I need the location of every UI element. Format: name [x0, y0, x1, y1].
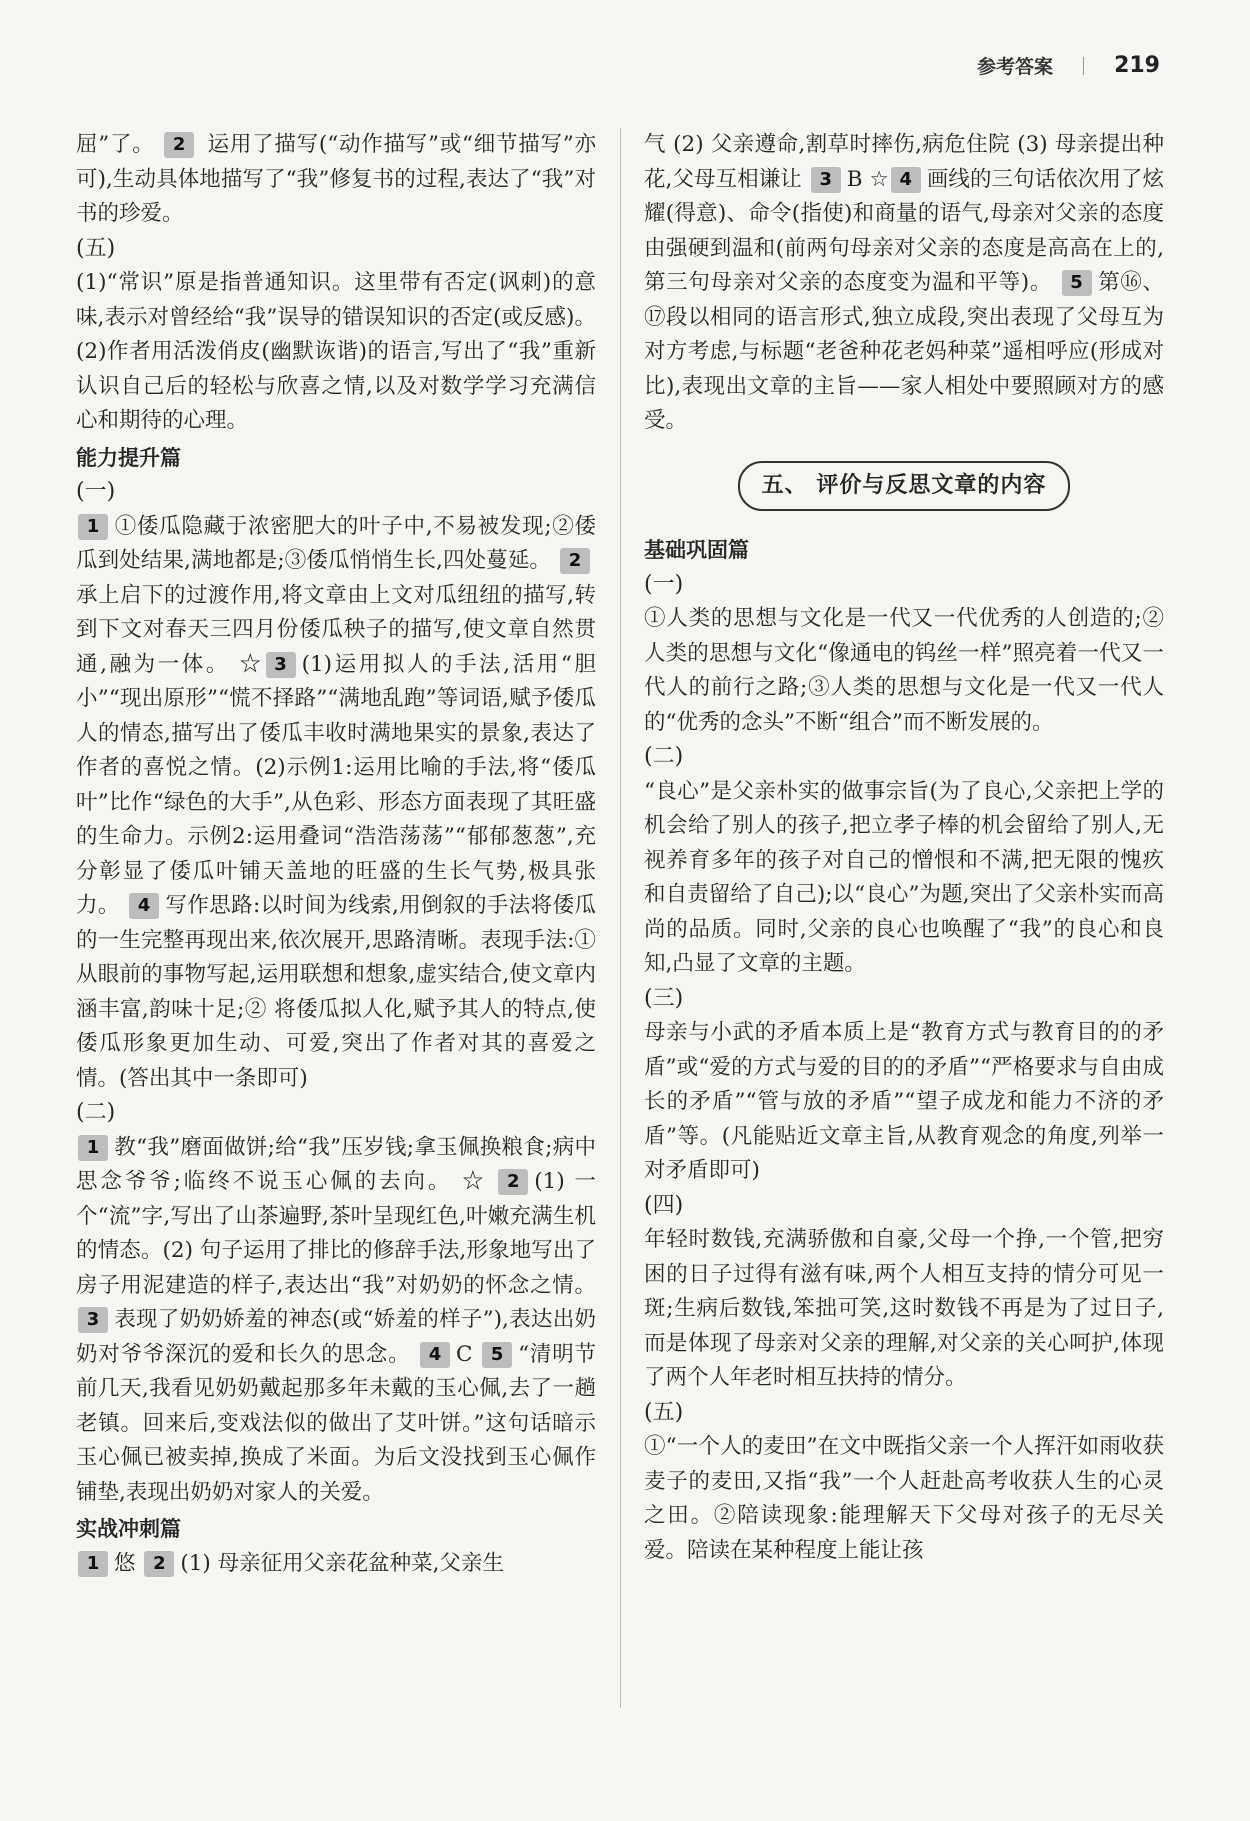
- paragraph: 母亲与小武的矛盾本质上是“教育方式与教育目的的矛盾”或“爱的方式与爱的目的的矛盾”“严格要求与自由成长的矛盾”“管与放的矛盾”“望子成龙和能力不济的矛盾”等。(凡能贴近文章主旨,从教育观念的角度,列举一对矛盾即可): [644, 1020, 1164, 1183]
- section-number: (二): [644, 744, 684, 769]
- section-number: (二): [76, 1100, 116, 1125]
- paragraph: [76, 128, 596, 232]
- question-number-badge: 5: [1062, 270, 1092, 296]
- question-number-badge: 2: [144, 1551, 174, 1577]
- text: 表现了奶奶娇羞的神态(或“娇羞的样子”),表达出奶奶对爷爷深沉的爱和长久的思念。: [76, 1307, 596, 1367]
- unit-title-text: 五、 评价与反思文章的内容: [738, 461, 1071, 512]
- star-icon: ☆: [869, 166, 889, 192]
- section-number: (五): [644, 1399, 684, 1425]
- question-number-badge: 4: [420, 1342, 450, 1368]
- unit-title: [644, 461, 1164, 512]
- header-divider: [1083, 57, 1084, 75]
- question-number-badge: 2: [164, 132, 194, 158]
- section-number: (三): [644, 985, 684, 1011]
- section-heading: 基础巩固篇: [644, 538, 749, 562]
- question-number-badge: 4: [129, 893, 159, 919]
- text: 写作思路:以时间为线索,用倒叙的手法将倭瓜的一生完整再现出来,依次展开,思路清晰。表现手法:① 从眼前的事物写起,运用联想和想象,虚实结合,使文章内涵丰富,韵味十足;② 将倭瓜拟人化,赋予其人的特点,使倭瓜形象更加生动、可爱,突出了作者对其的喜爱之情。(答出其中一条即可): [76, 893, 596, 1091]
- section-number: (一): [76, 479, 116, 504]
- text: (1)运用拟人的手法,活用“胆小”“现出原形”“慌不择路”“满地乱跑”等词语,赋予倭瓜人的情态,描写出了倭瓜丰收时满地果实的景象,表达了作者的喜悦之情。(2)示例1:运用比喻的手法,将“倭瓜叶”比作“绿色的大手”,从色彩、形态方面表现了其旺盛的生命力。示例2:运用叠词“浩浩荡荡”“郁郁葱葱”,充分彰显了倭瓜叶铺天盖地的旺盛的生长气势,极具张力。: [76, 651, 596, 918]
- question-number-badge: 2: [560, 548, 590, 574]
- page-number: 219: [1114, 53, 1160, 78]
- section-heading: 能力提升篇: [76, 445, 181, 470]
- text: 第⑯、⑰段以相同的语言形式,独立成段,突出表现了父母互为对方考虑,与标题“老爸种花老妈种菜”遥相呼应(形成对比),表现出文章的主旨——家人相处中要照顾对方的感受。: [644, 270, 1164, 433]
- paragraph: [644, 128, 1164, 439]
- left-column: [76, 128, 596, 1581]
- section-number: (四): [644, 1192, 684, 1218]
- text: “清明节前几天,我看见奶奶戴起那多年未戴的玉心佩,去了一趟老镇。回来后,变戏法似的做出了艾叶饼。”这句话暗示玉心佩已被卖掉,换成了米面。为后文没找到玉心佩作铺垫,表现出奶奶对家人的关爱。: [76, 1341, 596, 1505]
- question-number-badge: 2: [498, 1169, 528, 1195]
- text: 悠: [114, 1550, 136, 1576]
- paragraph: ①“一个人的麦田”在文中既指父亲一个人挥汗如雨收获麦子的麦田,又指“我”一个人赶赴高考收获人生的心灵之田。②陪读现象:能理解天下父母对孩子的无尽关爱。陪读在某种程度上能让孩: [644, 1434, 1164, 1563]
- text: (1) 母亲征用父亲花盆种菜,父亲生: [180, 1550, 504, 1576]
- paragraph: ①人类的思想与文化是一代又一代优秀的人创造的;②人类的思想与文化“像通电的钨丝一样”照亮着一代又一代人的前行之路;③人类的思想与文化是一代又一代人的“优秀的念头”不断“组合”而不断发展的。: [644, 606, 1164, 735]
- question-number-badge: 5: [482, 1342, 512, 1368]
- text: 教“我”磨面做饼;给“我”压岁钱;拿玉佩换粮食;病中思念爷爷;临终不说玉心佩的去向。: [76, 1134, 596, 1194]
- paragraph: [76, 510, 596, 1097]
- question-number-badge: 3: [266, 652, 296, 678]
- paragraph: (1)“常识”原是指普通知识。这里带有否定(讽刺)的意味,表示对曾经给“我”误导的错误知识的否定(或反感)。(2)作者用活泼俏皮(幽默诙谐)的语言,写出了“我”重新认识自己后的轻松与欣喜之情,以及对数学学习充满信心和期待的心理。: [76, 270, 596, 433]
- question-number-badge: 1: [78, 1551, 108, 1577]
- text: 气 (2) 父亲遵命,割草时摔伤,病危住院 (3) 母亲提出种花,父母互相谦让: [644, 132, 1164, 192]
- right-column: [644, 128, 1164, 1568]
- star-icon: ☆: [462, 1169, 487, 1194]
- text: 屈”了。: [76, 132, 155, 157]
- text: B: [846, 166, 863, 192]
- paragraph: “良心”是父亲朴实的做事宗旨(为了良心,父亲把上学的机会给了别人的孩子,把立孝子棒的机会留给了别人,无视养育多年的孩子对自己的憎恨和不满,把无限的愧疚和自责留给了自己);以“良心”为题,突出了父亲朴实而高尚的品质。同时,父亲的良心也唤醒了“我”的良心和良知,凸显了文章的主题。: [644, 778, 1164, 976]
- paragraph: [76, 1547, 596, 1582]
- text: C: [456, 1341, 473, 1367]
- question-number-badge: 3: [78, 1307, 108, 1333]
- star-icon: ☆: [239, 651, 264, 677]
- section-number: (一): [644, 571, 684, 597]
- section-number: (五): [76, 235, 116, 261]
- text: (1) 一个“流”字,写出了山茶遍野,茶叶呈现红色,叶嫩充满生机的情态。(2) 句子运用了排比的修辞手法,形象地写出了房子用泥建造的样子,表达出“我”对奶奶的怀念之情。: [76, 1169, 596, 1298]
- question-number-badge: 4: [891, 167, 921, 193]
- question-number-badge: 3: [811, 167, 841, 193]
- text: 承上启下的过渡作用,将文章由上文对瓜纽纽的描写,转到下文对春天三四月份倭瓜秧子的描写,使文章自然贯通,融为一体。: [76, 582, 596, 677]
- section-heading: 实战冲刺篇: [76, 1517, 181, 1541]
- header-label: 参考答案: [977, 56, 1054, 78]
- paragraph: 年轻时数钱,充满骄傲和自豪,父母一个挣,一个管,把穷困的日子过得有滋有味,两个人相互支持的情分可见一斑;生病后数钱,笨拙可笑,这时数钱不再是为了过日子,而是体现了母亲对父亲的理解,对父亲的关心呵护,体现了两个人年老时相互扶持的情分。: [644, 1227, 1164, 1390]
- question-number-badge: 1: [78, 514, 108, 540]
- text: 画线的三句话依次用了炫耀(得意)、命令(指使)和商量的语气,母亲对父亲的态度由强硬到温和(前两句母亲对父亲的态度是高高在上的,第三句母亲对父亲的态度变为温和平等)。: [644, 166, 1164, 295]
- text: ①倭瓜隐藏于浓密肥大的叶子中,不易被发现;②倭瓜到处结果,满地都是;③倭瓜悄悄生长,四处蔓延。: [76, 513, 596, 573]
- text: 运用了描写(“动作描写”或“细节描写”亦可),生动具体地描写了“我”修复书的过程,表达了“我”对书的珍爱。: [76, 132, 596, 226]
- page-header: [977, 52, 1160, 79]
- column-divider: [620, 128, 621, 1708]
- paragraph: [76, 1131, 596, 1511]
- question-number-badge: 1: [78, 1135, 108, 1161]
